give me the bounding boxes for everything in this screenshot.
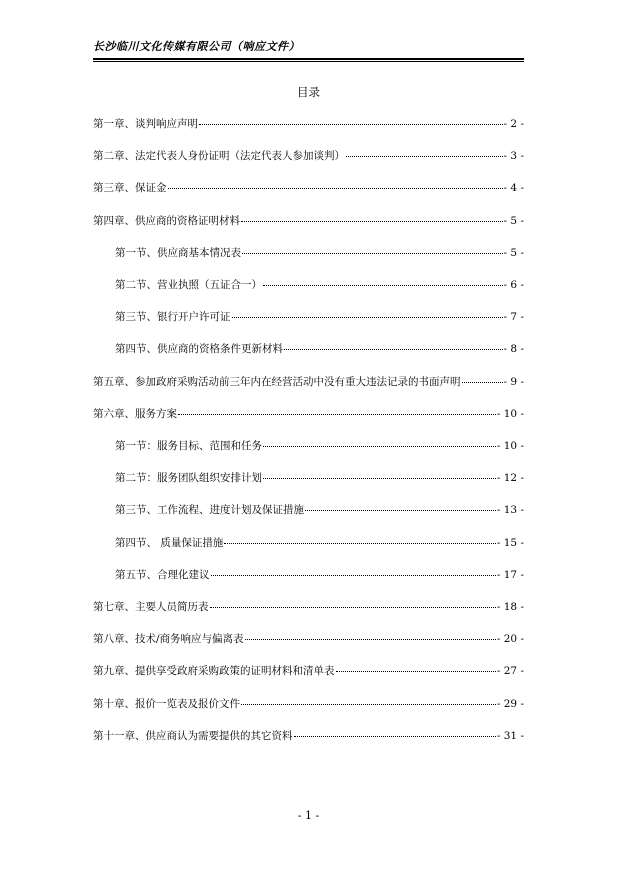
toc-entry[interactable] <box>93 278 524 292</box>
toc-entry-page: - 13 - <box>496 504 524 516</box>
toc-entry[interactable] <box>93 342 524 356</box>
toc-entry-label: 第一节：服务目标、范围和任务 <box>115 440 262 452</box>
toc-entry[interactable] <box>93 439 524 453</box>
toc-entry-label: 第四节、供应商的资格条件更新材料 <box>115 343 283 355</box>
toc-leader-dots <box>241 704 496 705</box>
toc-entry-page: - 15 - <box>496 537 524 549</box>
toc-entry-label: 第四章、供应商的资格证明材料 <box>93 215 240 227</box>
toc-leader-dots <box>168 188 503 189</box>
toc-entry-label: 第四节、 质量保证措施 <box>115 537 224 549</box>
toc-entry-label: 第二节、营业执照（五证合一） <box>115 279 262 291</box>
toc-entry-page: - 18 - <box>496 601 524 613</box>
toc-entry-label: 第一节、供应商基本情况表 <box>115 247 241 259</box>
toc-leader-dots <box>462 382 503 383</box>
toc-leader-dots <box>263 446 496 447</box>
toc-leader-dots <box>199 124 503 125</box>
toc-leader-dots <box>336 671 496 672</box>
toc-entry-label: 第七章、主要人员简历表 <box>93 601 209 613</box>
toc-leader-dots <box>263 285 503 286</box>
toc-entry-page: - 8 - <box>503 343 524 355</box>
toc-entry-page: - 20 - <box>496 633 524 645</box>
toc-entry[interactable] <box>93 149 524 163</box>
toc-entry-page: - 29 - <box>496 698 524 710</box>
toc-entry[interactable] <box>93 375 524 389</box>
toc-entry-label: 第五章、参加政府采购活动前三年内在经营活动中没有重大违法记录的书面声明 <box>93 376 461 388</box>
toc-entry-label: 第三节、银行开户许可证 <box>115 311 231 323</box>
header-rule-thin <box>93 61 524 62</box>
toc-leader-dots <box>263 478 496 479</box>
toc-entry-page: - 3 - <box>503 150 524 162</box>
toc-entry-label: 第三节、工作流程、进度计划及保证措施 <box>115 504 304 516</box>
toc-entry[interactable] <box>93 568 524 582</box>
toc-entry[interactable] <box>93 310 524 324</box>
toc-entry-page: - 17 - <box>496 569 524 581</box>
toc-entry[interactable] <box>93 407 524 421</box>
toc-entry-page: - 5 - <box>503 247 524 259</box>
page-number: - 1 - <box>297 809 320 822</box>
toc-leader-dots <box>305 510 496 511</box>
toc-entry-page: - 10 - <box>496 408 524 420</box>
toc-entry[interactable] <box>93 729 524 743</box>
toc-leader-dots <box>294 736 496 737</box>
header-rule <box>93 58 524 60</box>
toc-leader-dots <box>178 414 496 415</box>
toc-entry-page: - 5 - <box>503 215 524 227</box>
toc-entry[interactable] <box>93 697 524 711</box>
toc-entry-label: 第二章、法定代表人身份证明（法定代表人参加谈判） <box>93 150 345 162</box>
toc-entry-page: - 4 - <box>503 182 524 194</box>
toc-entry[interactable] <box>93 632 524 646</box>
toc-entry-page: - 2 - <box>503 118 524 130</box>
page-header: 长沙临川文化传媒有限公司（响应文件） <box>93 40 300 53</box>
toc-leader-dots <box>284 349 503 350</box>
toc-leader-dots <box>346 156 503 157</box>
toc-entry[interactable] <box>93 214 524 228</box>
toc-entry-label: 第九章、提供享受政府采购政策的证明材料和清单表 <box>93 665 335 677</box>
toc-leader-dots <box>242 253 503 254</box>
toc-entry-page: - 12 - <box>496 472 524 484</box>
toc-entry-label: 第十一章、供应商认为需要提供的其它资料 <box>93 730 293 742</box>
toc-title: 目录 <box>297 85 320 99</box>
toc-entry[interactable] <box>93 117 524 131</box>
toc-entry-label: 第八章、技术/商务响应与偏离表 <box>93 633 244 645</box>
toc-entry-label: 第二节：服务团队组织安排计划 <box>115 472 262 484</box>
toc-entry-label: 第十章、报价一览表及报价文件 <box>93 698 240 710</box>
toc-leader-dots <box>245 639 496 640</box>
toc-entry[interactable] <box>93 600 524 614</box>
toc-leader-dots <box>241 221 503 222</box>
toc-entry-page: - 10 - <box>496 440 524 452</box>
toc-entry-label: 第六章、服务方案 <box>93 408 177 420</box>
toc-leader-dots <box>224 543 496 544</box>
toc-entry-label: 第五节、合理化建议 <box>115 569 210 581</box>
toc-entry[interactable] <box>93 246 524 260</box>
toc-entry-label: 第一章、谈判响应声明 <box>93 118 198 130</box>
toc-entry[interactable] <box>93 536 524 550</box>
toc-entry-page: - 31 - <box>496 730 524 742</box>
toc-entry-page: - 6 - <box>503 279 524 291</box>
toc-entry-page: - 9 - <box>503 376 524 388</box>
toc-entry[interactable] <box>93 664 524 678</box>
toc-leader-dots <box>232 317 503 318</box>
toc-entry[interactable] <box>93 181 524 195</box>
toc-entry[interactable] <box>93 471 524 485</box>
toc-entry[interactable] <box>93 503 524 517</box>
toc-entry-label: 第三章、保证金 <box>93 182 167 194</box>
toc-entry-page: - 27 - <box>496 665 524 677</box>
toc-leader-dots <box>210 607 496 608</box>
toc-entry-page: - 7 - <box>503 311 524 323</box>
toc-leader-dots <box>211 575 496 576</box>
